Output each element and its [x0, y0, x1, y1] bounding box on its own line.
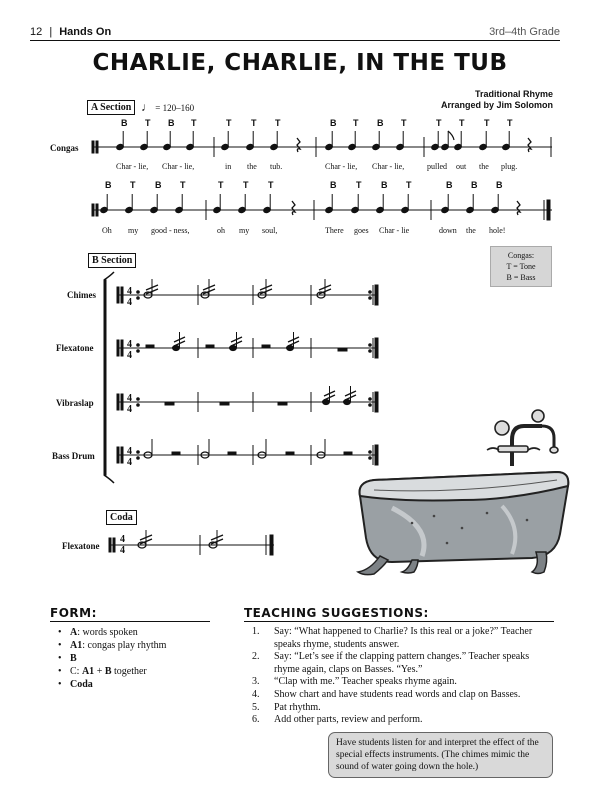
stroke-mark: T	[436, 118, 442, 128]
stroke-mark: T	[356, 180, 362, 190]
repeat-dot	[369, 297, 372, 300]
form-item: • A1: congas play rhythm	[58, 639, 166, 652]
stroke-mark: B	[330, 118, 337, 128]
percussion-clef	[92, 204, 94, 216]
percussion-clef	[121, 287, 123, 303]
percussion-clef	[92, 141, 94, 153]
tempo-text: = 120–160	[155, 103, 195, 113]
lyric-syllable: Char - lie,	[116, 162, 149, 171]
repeat-dot	[137, 398, 140, 401]
form-rule	[50, 621, 210, 622]
stroke-mark: B	[168, 118, 175, 128]
instrument-label: Vibraslap	[56, 398, 94, 408]
percussion-clef	[121, 340, 123, 356]
teaching-item: 3. “Clap with me.” Teacher speaks rhyme again.	[252, 676, 457, 688]
half-rest	[228, 452, 236, 455]
percussion-clef	[121, 394, 123, 410]
lyric-syllable: hole!	[489, 226, 506, 235]
quarter-note	[287, 345, 294, 350]
lyric-syllable: Char - lie	[379, 226, 410, 235]
stroke-mark: B	[446, 180, 453, 190]
final-barline	[547, 200, 550, 220]
stroke-mark: T	[507, 118, 513, 128]
lyric-syllable: soul,	[262, 226, 278, 235]
stroke-mark: T	[406, 180, 412, 190]
repeat-dot	[137, 404, 140, 407]
stroke-mark: T	[145, 118, 151, 128]
stroke-mark: T	[243, 180, 249, 190]
line1-notes	[116, 131, 531, 152]
stroke-mark: B	[381, 180, 388, 190]
stroke-mark: B	[471, 180, 478, 190]
teaching-item: 1. Say: “What happened to Charlie? Is this real or a joke?” Teacher speaks rhyme, students answer.	[252, 626, 533, 650]
eighth-flag	[448, 131, 454, 140]
time-signature-top: 4	[127, 393, 132, 404]
page-header: 12 | Hands On	[30, 26, 112, 38]
final-barline	[375, 338, 378, 358]
form-item: • Coda	[58, 678, 166, 691]
credit-arranger: Arranged by Jim Solomon	[440, 100, 553, 110]
lyric-syllable: pulled	[427, 162, 447, 171]
final-barline	[270, 535, 273, 555]
section-a-notation	[0, 0, 600, 260]
section-b-label: B Section	[88, 253, 136, 268]
lyric-syllable: out	[456, 162, 467, 171]
legend-bass: B = Bass	[506, 273, 536, 282]
half-rest	[344, 452, 352, 455]
time-signature-bottom: 4	[127, 457, 132, 468]
lyric-syllable: Oh	[102, 226, 112, 235]
half-rest	[172, 452, 180, 455]
section-a-label: A Section	[87, 100, 135, 115]
coda-label: Coda	[106, 510, 137, 525]
stroke-mark: T	[180, 180, 186, 190]
stroke-mark: T	[268, 180, 274, 190]
percussion-clef	[117, 447, 119, 463]
lyric-syllable: the	[479, 162, 489, 171]
stroke-mark: T	[484, 118, 490, 128]
stroke-mark: T	[218, 180, 224, 190]
header-section: Hands On	[59, 26, 112, 38]
time-signature-bottom: 4	[127, 404, 132, 415]
lyric-syllable: Char - lie,	[372, 162, 405, 171]
stroke-mark: B	[330, 180, 337, 190]
quarter-rest	[528, 138, 531, 152]
stroke-mark: B	[496, 180, 503, 190]
half-rest	[286, 452, 294, 455]
stroke-mark: T	[130, 180, 136, 190]
half-rest	[206, 345, 214, 348]
time-signature-top: 4	[120, 534, 125, 545]
teaching-list	[252, 626, 552, 727]
instrument-label: Flexatone	[56, 343, 94, 353]
repeat-dot	[137, 344, 140, 347]
whole-rest	[278, 402, 287, 405]
lyric-syllable: my	[128, 226, 139, 235]
time-signature-bottom: 4	[127, 350, 132, 361]
form-item: • C: A1 + B together	[58, 665, 166, 678]
page-number: 12	[30, 26, 43, 38]
stroke-mark: T	[226, 118, 232, 128]
lyric-syllable: Char - lie,	[162, 162, 195, 171]
percussion-clef	[109, 538, 111, 552]
half-rest	[146, 345, 154, 348]
repeat-dot	[137, 350, 140, 353]
repeat-dot	[137, 297, 140, 300]
quarter-note	[173, 345, 180, 350]
stroke-mark: B	[377, 118, 384, 128]
teaching-heading: TEACHING SUGGESTIONS:	[244, 606, 429, 620]
quarter-rest	[517, 201, 520, 215]
lyric-syllable: There	[325, 226, 344, 235]
teaching-note: Have students listen for and interpret the effect of the special effects instruments. (The chimes mimic the sound of water going down the hole.)	[328, 732, 553, 778]
repeat-dot	[369, 291, 372, 294]
lyric-syllable: oh	[217, 226, 225, 235]
lyric-syllable: the	[247, 162, 257, 171]
coda-instrument-label: Flexatone	[62, 541, 100, 551]
time-signature-top: 4	[127, 446, 132, 457]
stroke-mark: B	[105, 180, 112, 190]
legend-tone: T = Tone	[506, 262, 536, 271]
quarter-note	[230, 345, 237, 350]
lyric-syllable: down	[439, 226, 457, 235]
form-item: • A: words spoken	[58, 626, 166, 639]
whole-rest	[165, 402, 174, 405]
lyric-syllable: in	[225, 162, 232, 171]
form-heading: FORM:	[50, 606, 97, 620]
form-list	[58, 626, 166, 691]
repeat-dot	[137, 457, 140, 460]
coda-score	[0, 520, 300, 570]
half-rest	[262, 345, 270, 348]
final-barline	[375, 285, 378, 305]
bathtub-illustration	[352, 388, 574, 588]
teaching-item: 4. Show chart and have students read words and clap on Basses.	[252, 688, 521, 700]
teaching-rule	[244, 621, 554, 622]
repeat-dot	[137, 291, 140, 294]
quarter-note	[344, 399, 351, 404]
congas-label: Congas	[50, 143, 79, 153]
stroke-mark: B	[155, 180, 162, 190]
quarter-note-icon: ♩	[141, 100, 153, 114]
stroke-mark: B	[121, 118, 128, 128]
percussion-clef	[117, 287, 119, 303]
stroke-mark: T	[191, 118, 197, 128]
repeat-dot	[369, 344, 372, 347]
time-signature-top: 4	[127, 339, 132, 350]
percussion-clef	[117, 394, 119, 410]
whole-rest	[338, 348, 347, 351]
quarter-rest	[297, 138, 300, 152]
page-title: CHARLIE, CHARLIE, IN THE TUB	[92, 50, 508, 76]
system-bracket	[104, 280, 106, 475]
teaching-item: 2. Say: “Let’s see if the clapping pattern changes.” Teacher speaks rhyme again, claps on Basses. “Yes.”	[252, 651, 530, 675]
credit-rhyme: Traditional Rhyme	[474, 89, 553, 99]
stroke-mark: T	[353, 118, 359, 128]
legend-title: Congas:	[507, 251, 535, 260]
time-signature-bottom: 4	[120, 545, 125, 556]
teaching-item: 6. Add other parts, review and perform.	[252, 714, 423, 726]
percussion-clef	[117, 340, 119, 356]
percussion-clef	[121, 447, 123, 463]
percussion-clef	[96, 204, 98, 216]
stroke-mark: T	[251, 118, 257, 128]
lyric-syllable: tub.	[270, 162, 283, 171]
tub-foot	[358, 556, 388, 575]
lyric-syllable: Char - lie,	[325, 162, 358, 171]
quarter-note	[323, 399, 330, 404]
lyric-syllable: goes	[354, 226, 369, 235]
instrument-label: Chimes	[67, 290, 96, 300]
lyric-syllable: plug.	[501, 162, 518, 171]
percussion-clef	[96, 141, 98, 153]
form-item: • B	[58, 652, 166, 665]
instrument-label: Bass Drum	[52, 451, 95, 461]
line2-notes	[100, 194, 520, 215]
stroke-mark: T	[275, 118, 281, 128]
time-signature-bottom: 4	[127, 297, 132, 308]
time-signature-top: 4	[127, 286, 132, 297]
stroke-mark: T	[459, 118, 465, 128]
percussion-clef	[113, 538, 115, 552]
lyric-syllable: good - ness,	[151, 226, 190, 235]
whole-rest	[220, 402, 229, 405]
repeat-dot	[369, 350, 372, 353]
header-grade: 3rd–4th Grade	[489, 26, 560, 38]
teaching-item: 5. Pat rhythm.	[252, 701, 321, 713]
lyric-syllable: the	[466, 226, 476, 235]
quarter-rest	[292, 201, 295, 215]
lyric-syllable: my	[239, 226, 250, 235]
repeat-dot	[137, 451, 140, 454]
stroke-mark: T	[401, 118, 407, 128]
